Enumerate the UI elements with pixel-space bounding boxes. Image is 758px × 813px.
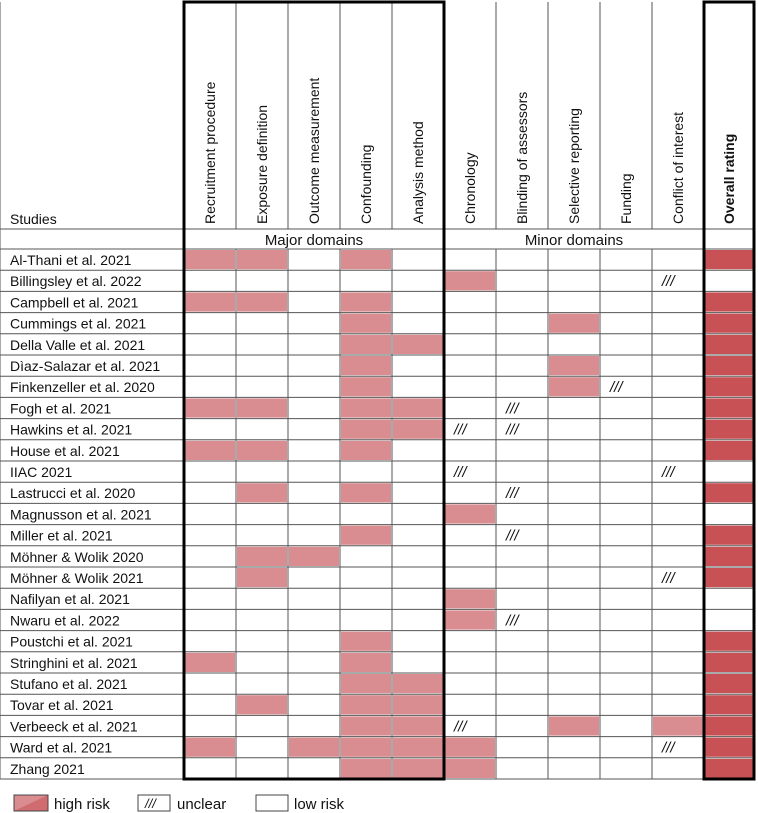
cell-high-3-1 — [185, 292, 235, 311]
column-header-3: Outcome measurement — [306, 77, 322, 224]
studies-header: Studies — [10, 211, 57, 227]
cell-high-16-2 — [237, 568, 287, 587]
overall-high-6 — [705, 356, 753, 375]
cell-high-4-8 — [549, 314, 599, 333]
cell-high-8-1 — [185, 398, 235, 417]
cell-high-23-10 — [653, 716, 703, 735]
cell-high-1-4 — [341, 250, 391, 269]
study-label-9: Hawkins et al. 2021 — [10, 421, 133, 438]
study-label-11: IIAC 2021 — [10, 464, 73, 480]
cell-high-12-4 — [341, 483, 391, 502]
cell-high-24-5 — [393, 738, 443, 757]
overall-high-14 — [705, 526, 753, 545]
legend-unclear-symbol: /// — [145, 796, 156, 811]
overall-high-16 — [705, 568, 753, 587]
cell-high-1-2 — [237, 250, 287, 269]
cell-high-5-4 — [341, 335, 391, 354]
column-header-4: Confounding — [358, 144, 374, 224]
cell-high-3-2 — [237, 292, 287, 311]
overall-high-10 — [705, 441, 753, 460]
legend-label-unclear: unclear — [177, 796, 227, 813]
cell-high-9-5 — [393, 420, 443, 439]
cell-high-10-2 — [237, 441, 287, 460]
overall-header: Overall rating — [721, 133, 737, 224]
column-header-2: Exposure definition — [254, 104, 270, 224]
overall-high-12 — [705, 483, 753, 502]
legend-label-low: low risk — [294, 796, 345, 813]
study-label-5: Della Valle et al. 2021 — [10, 336, 146, 353]
cell-high-8-2 — [237, 398, 287, 417]
cell-high-5-5 — [393, 335, 443, 354]
cell-unclear-11-6: /// — [454, 464, 467, 481]
column-header-7: Blinding of assessors — [514, 91, 530, 224]
overall-high-8 — [705, 398, 753, 417]
overall-high-25 — [705, 759, 753, 778]
study-label-6: Dìaz-Salazar et al. 2021 — [10, 358, 161, 374]
study-label-13: Magnusson et al. 2021 — [10, 506, 152, 523]
cell-high-22-4 — [341, 695, 391, 714]
study-label-19: Poustchi et al. 2021 — [10, 633, 133, 650]
cell-high-21-4 — [341, 674, 391, 693]
overall-high-19 — [705, 632, 753, 651]
cell-high-18-6 — [445, 610, 495, 629]
study-label-3: Campbell et al. 2021 — [10, 294, 139, 311]
cell-high-22-5 — [393, 695, 443, 714]
cell-high-6-4 — [341, 356, 391, 375]
cell-unclear-9-6: /// — [454, 421, 467, 439]
study-label-18: Nwaru et al. 2022 — [10, 612, 120, 629]
cell-unclear-2-10: /// — [662, 273, 675, 291]
overall-high-4 — [705, 314, 753, 333]
cell-high-23-8 — [549, 716, 599, 735]
study-label-14: Miller et al. 2021 — [10, 527, 113, 544]
cell-unclear-14-7: /// — [506, 527, 519, 545]
cell-unclear-7-9: /// — [610, 379, 623, 397]
cell-high-15-3 — [289, 547, 339, 566]
cell-high-13-6 — [445, 504, 495, 523]
cell-high-14-4 — [341, 526, 391, 545]
cell-high-25-5 — [393, 759, 443, 778]
study-label-2: Billingsley et al. 2022 — [10, 273, 142, 290]
study-label-24: Ward et al. 2021 — [10, 739, 113, 756]
cell-high-17-6 — [445, 589, 495, 608]
column-header-6: Chronology — [462, 152, 478, 224]
cell-high-24-1 — [185, 738, 235, 757]
study-label-8: Fogh et al. 2021 — [10, 400, 112, 417]
cell-high-7-4 — [341, 377, 391, 396]
study-label-10: House et al. 2021 — [10, 442, 120, 459]
overall-high-24 — [705, 738, 753, 757]
study-label-4: Cummings et al. 2021 — [10, 315, 147, 332]
cell-high-23-5 — [393, 716, 443, 735]
cell-high-10-4 — [341, 441, 391, 460]
overall-high-9 — [705, 420, 753, 439]
column-header-1: Recruitment procedure — [202, 81, 218, 224]
cell-high-12-2 — [237, 483, 287, 502]
cell-high-7-8 — [549, 377, 599, 396]
column-header-9: Funding — [618, 173, 634, 224]
cell-unclear-24-10: /// — [662, 739, 675, 757]
cell-unclear-18-7: /// — [506, 612, 519, 630]
overall-high-1 — [705, 250, 753, 269]
study-label-16: Möhner & Wolik 2021 — [10, 570, 144, 586]
cell-high-25-6 — [445, 759, 495, 778]
cell-high-3-4 — [341, 292, 391, 311]
cell-high-20-1 — [185, 653, 235, 672]
overall-high-3 — [705, 292, 753, 311]
minor-domains-label: Minor domains — [524, 232, 624, 249]
column-header-10: Conflict of interest — [670, 111, 686, 224]
cell-high-22-2 — [237, 695, 287, 714]
column-header-8: Selective reporting — [566, 108, 582, 224]
cell-unclear-16-10: /// — [662, 570, 675, 587]
overall-high-15 — [705, 547, 753, 566]
cell-high-9-4 — [341, 420, 391, 439]
major-domains-label: Major domains — [264, 232, 364, 249]
cell-high-23-4 — [341, 716, 391, 735]
study-label-15: Möhner & Wolik 2020 — [10, 548, 144, 565]
overall-high-21 — [705, 674, 753, 693]
study-label-1: Al-Thani et al. 2021 — [10, 252, 132, 268]
cell-high-21-5 — [393, 674, 443, 693]
cell-high-1-1 — [185, 250, 235, 269]
study-label-22: Tovar et al. 2021 — [10, 697, 114, 714]
cell-high-25-4 — [341, 759, 391, 778]
study-label-20: Stringhini et al. 2021 — [10, 654, 138, 671]
legend-swatch-low — [256, 795, 288, 811]
cell-unclear-8-7: /// — [506, 400, 519, 418]
study-label-23: Verbeeck et al. 2021 — [10, 718, 138, 735]
study-label-17: Nafilyan et al. 2021 — [10, 591, 130, 608]
cell-unclear-23-6: /// — [454, 718, 467, 736]
study-label-21: Stufano et al. 2021 — [10, 676, 128, 692]
study-label-25: Zhang 2021 — [10, 760, 85, 777]
cell-unclear-11-10: /// — [662, 464, 675, 481]
cell-high-8-4 — [341, 398, 391, 417]
cell-high-24-3 — [289, 738, 339, 757]
study-label-12: Lastrucci et al. 2020 — [10, 485, 136, 502]
cell-high-20-4 — [341, 653, 391, 672]
cell-high-15-2 — [237, 547, 287, 566]
cell-high-2-6 — [445, 271, 495, 290]
overall-high-5 — [705, 335, 753, 354]
cell-unclear-12-7: /// — [506, 485, 519, 503]
cell-high-19-4 — [341, 632, 391, 651]
overall-high-7 — [705, 377, 753, 396]
cell-high-24-4 — [341, 738, 391, 757]
study-label-7: Finkenzeller et al. 2020 — [10, 379, 155, 396]
overall-high-22 — [705, 695, 753, 714]
column-header-5: Analysis method — [410, 121, 426, 224]
cell-high-10-1 — [185, 441, 235, 460]
overall-high-23 — [705, 716, 753, 735]
cell-unclear-9-7: /// — [506, 421, 519, 439]
overall-high-20 — [705, 653, 753, 672]
cell-high-4-4 — [341, 314, 391, 333]
legend-label-high: high risk — [54, 796, 110, 813]
cell-high-24-6 — [445, 738, 495, 757]
cell-high-6-8 — [549, 356, 599, 375]
cell-high-8-5 — [393, 398, 443, 417]
